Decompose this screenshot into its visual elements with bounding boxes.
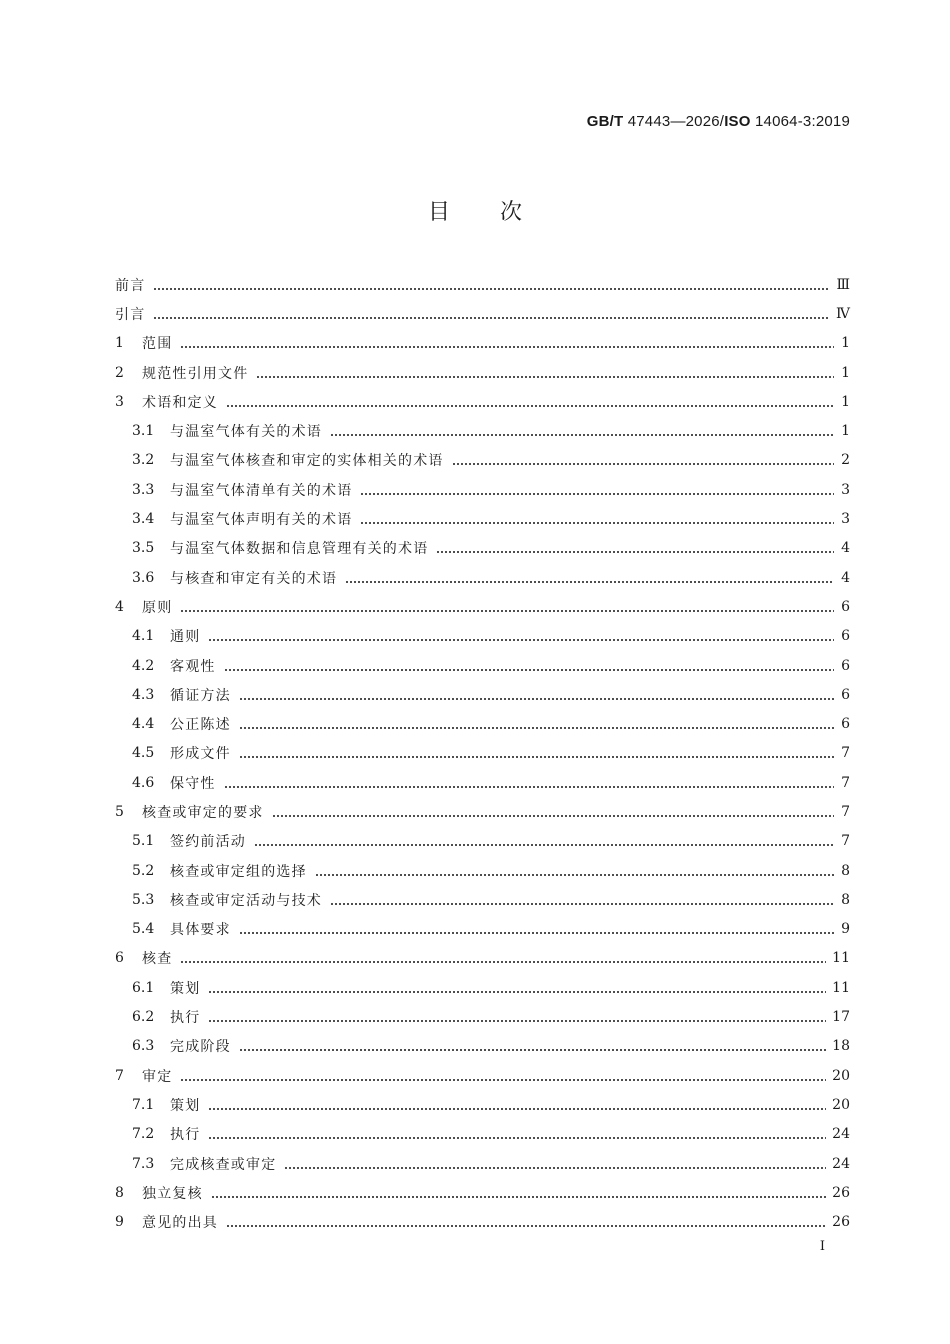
toc-entry-page: 9 xyxy=(841,921,850,938)
toc-entry-label: 核查 xyxy=(142,951,173,968)
toc-entry-label: 完成阶段 xyxy=(170,1039,231,1056)
toc-leader-dots xyxy=(208,1108,826,1110)
toc-entry-page: 18 xyxy=(832,1038,850,1055)
toc-entry[interactable] xyxy=(115,504,850,533)
toc-entry[interactable] xyxy=(115,1178,850,1207)
toc-entry-page: 6 xyxy=(841,598,850,615)
toc-entry[interactable] xyxy=(115,680,850,709)
toc-entry-label: 核查或审定组的选择 xyxy=(170,863,307,880)
toc-entry[interactable] xyxy=(115,651,850,680)
toc-entry-page: 26 xyxy=(832,1214,850,1231)
toc-entry-number: 6.3 xyxy=(132,1038,155,1055)
toc-entry-page: 24 xyxy=(832,1126,850,1143)
toc-leader-dots xyxy=(239,1049,826,1051)
toc-entry[interactable] xyxy=(115,797,850,826)
toc-entry-page: 8 xyxy=(841,862,850,879)
toc-entry-label: 策划 xyxy=(170,980,201,997)
toc-entry[interactable] xyxy=(115,1090,850,1119)
toc-entry-label: 与温室气体核查和审定的实体相关的术语 xyxy=(170,453,444,470)
toc-leader-dots xyxy=(208,1020,826,1022)
toc-leader-dots xyxy=(153,317,830,319)
toc-entry[interactable] xyxy=(115,856,850,885)
standard-number: 47443—2026/ xyxy=(623,113,725,130)
toc-entry-page: 6 xyxy=(841,628,850,645)
toc-entry-page: 4 xyxy=(841,540,850,557)
toc-entry-label: 引言 xyxy=(115,306,146,323)
toc-entry-number: 8 xyxy=(115,1184,124,1201)
toc-leader-dots xyxy=(226,1225,826,1227)
toc-entry[interactable] xyxy=(115,1061,850,1090)
toc-entry-number: 1 xyxy=(115,335,124,352)
toc-entry-number: 2 xyxy=(115,364,124,381)
toc-entry[interactable] xyxy=(115,1149,850,1178)
toc-leader-dots xyxy=(256,376,834,378)
toc-entry-number: 9 xyxy=(115,1214,124,1231)
toc-entry-page: 1 xyxy=(841,335,850,352)
toc-entry[interactable] xyxy=(115,1208,850,1237)
toc-leader-dots xyxy=(180,1079,826,1081)
toc-leader-dots xyxy=(272,815,834,817)
toc-entry[interactable] xyxy=(115,973,850,1002)
toc-entry-number: 5.3 xyxy=(132,891,155,908)
toc-entry-number: 5.4 xyxy=(132,921,155,938)
toc-entry-label: 策划 xyxy=(170,1097,201,1114)
toc-entry[interactable] xyxy=(115,387,850,416)
toc-entry-number: 5 xyxy=(115,803,124,820)
toc-entry-number: 5.1 xyxy=(132,833,155,850)
toc-entry[interactable] xyxy=(115,827,850,856)
toc-entry-label: 完成核查或审定 xyxy=(170,1156,277,1173)
iso-prefix: ISO xyxy=(724,113,751,130)
toc-entry-number: 4.4 xyxy=(132,716,155,733)
table-of-contents xyxy=(115,270,850,1237)
toc-entry-number: 3.5 xyxy=(132,540,155,557)
toc-leader-dots xyxy=(239,756,834,758)
toc-leader-dots xyxy=(239,932,834,934)
toc-entry-label: 前言 xyxy=(115,277,146,294)
toc-entry-number: 4.6 xyxy=(132,774,155,791)
toc-entry[interactable] xyxy=(115,885,850,914)
toc-entry-page: 7 xyxy=(841,833,850,850)
toc-entry-number: 4.1 xyxy=(132,628,155,645)
toc-leader-dots xyxy=(208,1137,826,1139)
toc-entry-number: 4.3 xyxy=(132,686,155,703)
toc-entry[interactable] xyxy=(115,1120,850,1149)
toc-entry-label: 与核查和审定有关的术语 xyxy=(170,570,338,587)
toc-entry[interactable] xyxy=(115,563,850,592)
toc-leader-dots xyxy=(239,727,834,729)
toc-entry-page: 2 xyxy=(841,452,850,469)
toc-entry-label: 形成文件 xyxy=(170,746,231,763)
toc-entry-page: 7 xyxy=(841,803,850,820)
toc-entry-page: 4 xyxy=(841,569,850,586)
toc-entry-number: 3.2 xyxy=(132,452,155,469)
toc-entry-number: 4 xyxy=(115,598,124,615)
toc-entry[interactable] xyxy=(115,622,850,651)
toc-leader-dots xyxy=(180,610,834,612)
toc-entry-label: 规范性引用文件 xyxy=(142,365,249,382)
toc-entry-number: 6.2 xyxy=(132,1009,155,1026)
toc-leader-dots xyxy=(208,639,834,641)
toc-entry-label: 与温室气体数据和信息管理有关的术语 xyxy=(170,541,429,558)
toc-entry-page: 1 xyxy=(841,423,850,440)
toc-entry[interactable] xyxy=(115,709,850,738)
standard-prefix: GB/T xyxy=(586,113,624,130)
toc-entry-number: 3.4 xyxy=(132,511,155,528)
toc-entry-number: 7 xyxy=(115,1067,124,1084)
toc-leader-dots xyxy=(224,669,834,671)
toc-leader-dots xyxy=(180,346,834,348)
toc-entry[interactable] xyxy=(115,915,850,944)
toc-leader-dots xyxy=(208,991,826,993)
toc-leader-dots xyxy=(452,463,834,465)
toc-entry[interactable] xyxy=(115,475,850,504)
toc-entry[interactable] xyxy=(115,534,850,563)
toc-entry-page: Ⅲ xyxy=(836,276,850,293)
page-title: 目次 xyxy=(427,200,572,225)
toc-leader-dots xyxy=(360,493,834,495)
toc-leader-dots xyxy=(211,1196,826,1198)
toc-entry-number: 6.1 xyxy=(132,979,155,996)
toc-entry-label: 术语和定义 xyxy=(142,394,218,411)
page-number: I xyxy=(819,1239,825,1254)
toc-leader-dots xyxy=(239,698,834,700)
toc-entry-label: 意见的出具 xyxy=(142,1215,218,1232)
toc-entry-page: 6 xyxy=(841,716,850,733)
toc-entry-number: 4.5 xyxy=(132,745,155,762)
toc-leader-dots xyxy=(330,434,834,436)
toc-entry-page: 26 xyxy=(832,1184,850,1201)
toc-entry-number: 3 xyxy=(115,393,124,410)
toc-entry-label: 原则 xyxy=(142,599,173,616)
toc-leader-dots xyxy=(360,522,834,524)
toc-entry[interactable] xyxy=(115,944,850,973)
toc-entry[interactable] xyxy=(115,1032,850,1061)
toc-entry-label: 与温室气体声明有关的术语 xyxy=(170,512,353,529)
toc-entry-page: 1 xyxy=(841,393,850,410)
toc-entry[interactable] xyxy=(115,592,850,621)
toc-entry-label: 保守性 xyxy=(170,775,216,792)
toc-entry-number: 6 xyxy=(115,950,124,967)
toc-leader-dots xyxy=(153,288,830,290)
toc-entry-label: 签约前活动 xyxy=(170,834,246,851)
toc-entry-label: 循证方法 xyxy=(170,687,231,704)
toc-entry-page: 11 xyxy=(832,979,850,996)
toc-entry-page: 7 xyxy=(841,745,850,762)
toc-entry-number: 4.2 xyxy=(132,657,155,674)
toc-leader-dots xyxy=(254,844,834,846)
toc-entry-number: 7.1 xyxy=(132,1096,155,1113)
toc-entry-page: 11 xyxy=(832,950,850,967)
toc-leader-dots xyxy=(436,551,834,553)
toc-entry[interactable] xyxy=(115,739,850,768)
toc-entry-page: 24 xyxy=(832,1155,850,1172)
toc-entry-number: 7.2 xyxy=(132,1126,155,1143)
toc-entry[interactable] xyxy=(115,768,850,797)
toc-entry-page: 3 xyxy=(841,511,850,528)
toc-entry-label: 具体要求 xyxy=(170,922,231,939)
toc-leader-dots xyxy=(180,961,826,963)
toc-entry[interactable] xyxy=(115,416,850,445)
toc-leader-dots xyxy=(330,903,834,905)
standard-code xyxy=(587,113,850,130)
toc-entry-label: 核查或审定的要求 xyxy=(142,804,264,821)
toc-leader-dots xyxy=(284,1167,826,1169)
toc-entry[interactable] xyxy=(115,1002,850,1031)
toc-entry-label: 客观性 xyxy=(170,658,216,675)
toc-entry-page: Ⅳ xyxy=(836,305,850,322)
toc-entry-label: 审定 xyxy=(142,1068,173,1085)
toc-entry-page: 17 xyxy=(832,1009,850,1026)
toc-leader-dots xyxy=(224,786,834,788)
toc-entry-page: 7 xyxy=(841,774,850,791)
toc-entry[interactable] xyxy=(115,299,850,328)
toc-entry-page: 1 xyxy=(841,364,850,381)
toc-entry-page: 6 xyxy=(841,657,850,674)
toc-entry[interactable] xyxy=(115,270,850,299)
toc-entry[interactable] xyxy=(115,358,850,387)
toc-entry-label: 与温室气体清单有关的术语 xyxy=(170,482,353,499)
toc-entry-label: 核查或审定活动与技术 xyxy=(170,892,322,909)
toc-entry-label: 独立复核 xyxy=(142,1185,203,1202)
toc-entry-number: 5.2 xyxy=(132,862,155,879)
toc-entry-number: 3.3 xyxy=(132,481,155,498)
toc-entry-label: 公正陈述 xyxy=(170,717,231,734)
toc-entry-number: 7.3 xyxy=(132,1155,155,1172)
toc-entry-page: 3 xyxy=(841,481,850,498)
toc-entry-page: 20 xyxy=(832,1096,850,1113)
toc-leader-dots xyxy=(315,874,834,876)
toc-entry-label: 执行 xyxy=(170,1010,201,1027)
toc-entry[interactable] xyxy=(115,329,850,358)
iso-number: 14064-3:2019 xyxy=(750,113,850,130)
toc-entry-label: 范围 xyxy=(142,336,173,353)
toc-entry-number: 3.6 xyxy=(132,569,155,586)
toc-leader-dots xyxy=(226,405,834,407)
toc-entry-label: 通则 xyxy=(170,629,201,646)
toc-leader-dots xyxy=(345,581,834,583)
toc-entry-page: 6 xyxy=(841,686,850,703)
toc-entry-label: 与温室气体有关的术语 xyxy=(170,424,322,441)
toc-entry[interactable] xyxy=(115,446,850,475)
toc-entry-page: 8 xyxy=(841,891,850,908)
toc-entry-label: 执行 xyxy=(170,1127,201,1144)
toc-entry-number: 3.1 xyxy=(132,423,155,440)
toc-entry-page: 20 xyxy=(832,1067,850,1084)
